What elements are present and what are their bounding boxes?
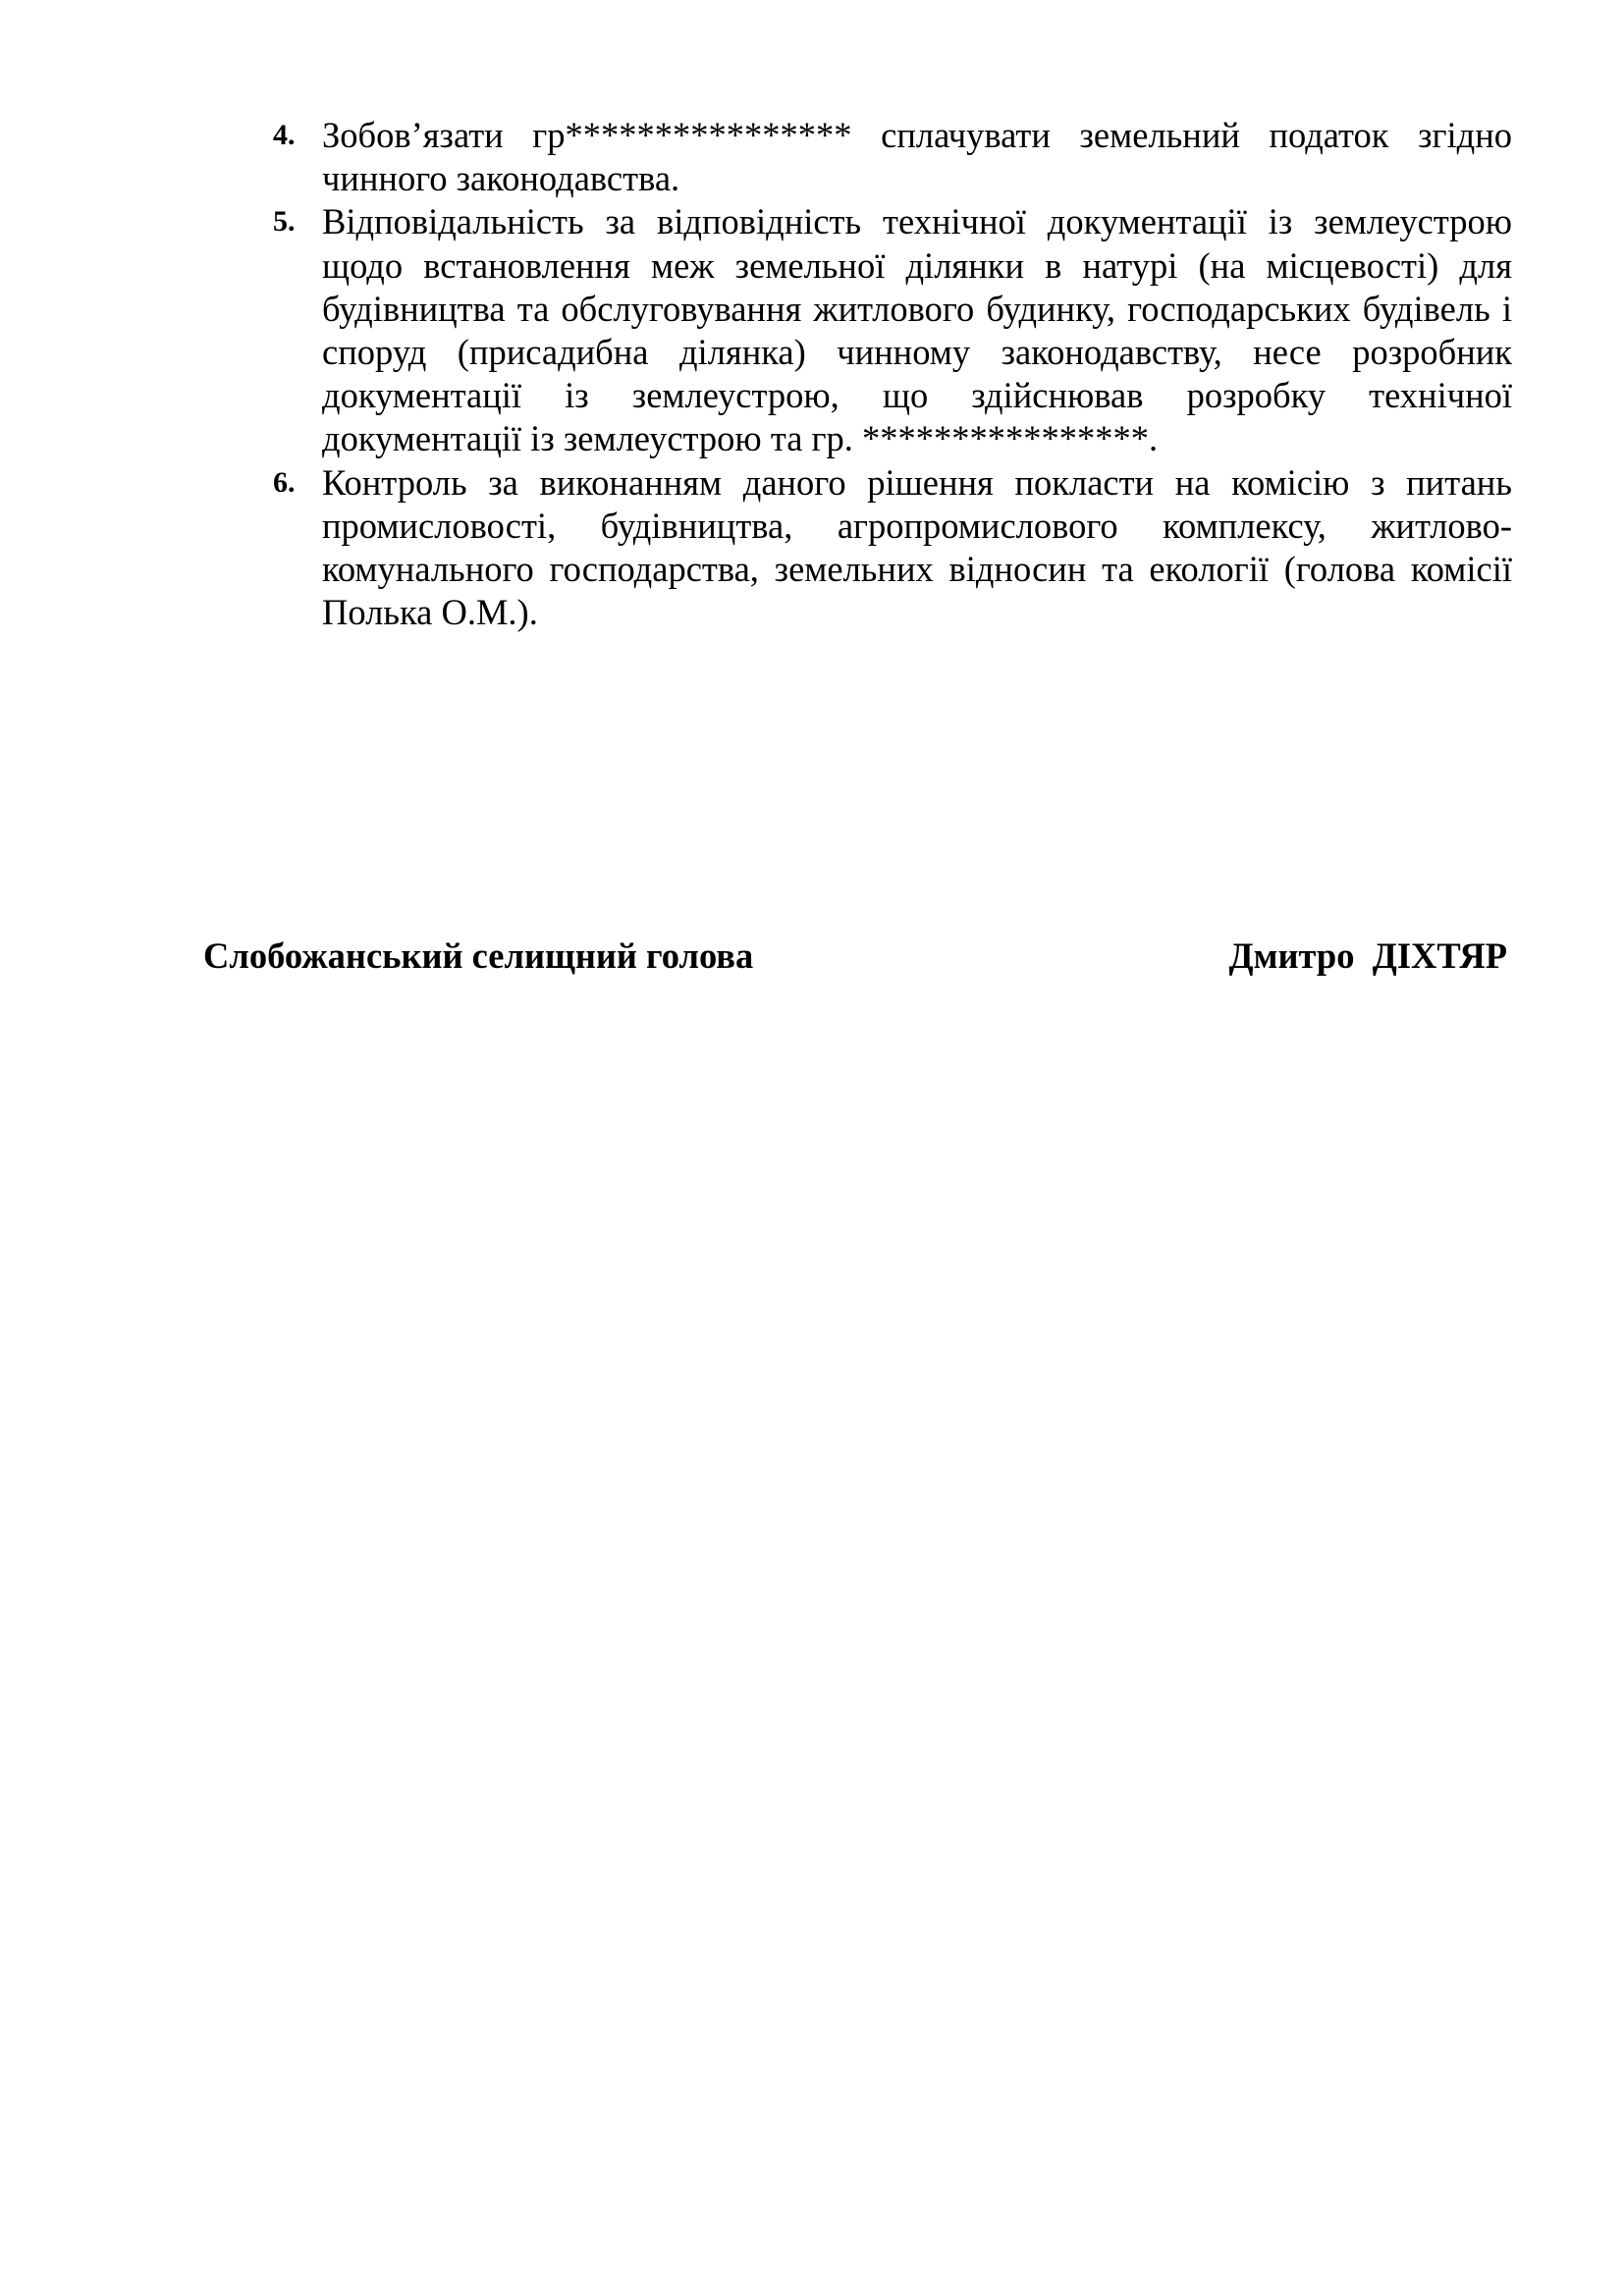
- item-text: Відповідальність за відповідність технічної документації із землеустрою щодо встановлення меж земельної ділянки в натурі (на місцевості) для будівництва та обслуговування житлового будинку, господарських будівель і споруд (присадибна ділянка) чинному законодавству, несе розробник документації із землеустрою, що здійснював розробку технічної документації із землеустрою та гр. ****************.: [322, 201, 1512, 459]
- item-number: 5.: [273, 205, 296, 239]
- signatory-name: Дмитро ДІХТЯР: [1228, 935, 1507, 976]
- decision-item-4: [265, 114, 1512, 200]
- decision-item-5: [265, 200, 1512, 460]
- item-text: Контроль за виконанням даного рішення покласти на комісію з питань промисловості, будівництва, агропромислового комплексу, житлово-комунального господарства, земельних відносин та екології (голова комісії Полька О.М.).: [322, 461, 1512, 633]
- decision-item-6: [265, 461, 1512, 635]
- item-text: Зобов’язати гр**************** сплачувати земельний податок згідно чинного законодавства.: [322, 115, 1512, 199]
- decision-items-list: [265, 114, 1512, 634]
- signatory-title: Слобожанський селищний голова: [203, 935, 754, 976]
- item-number: 6.: [273, 465, 296, 499]
- item-number: 4.: [273, 119, 296, 151]
- signature-block: [203, 934, 1507, 979]
